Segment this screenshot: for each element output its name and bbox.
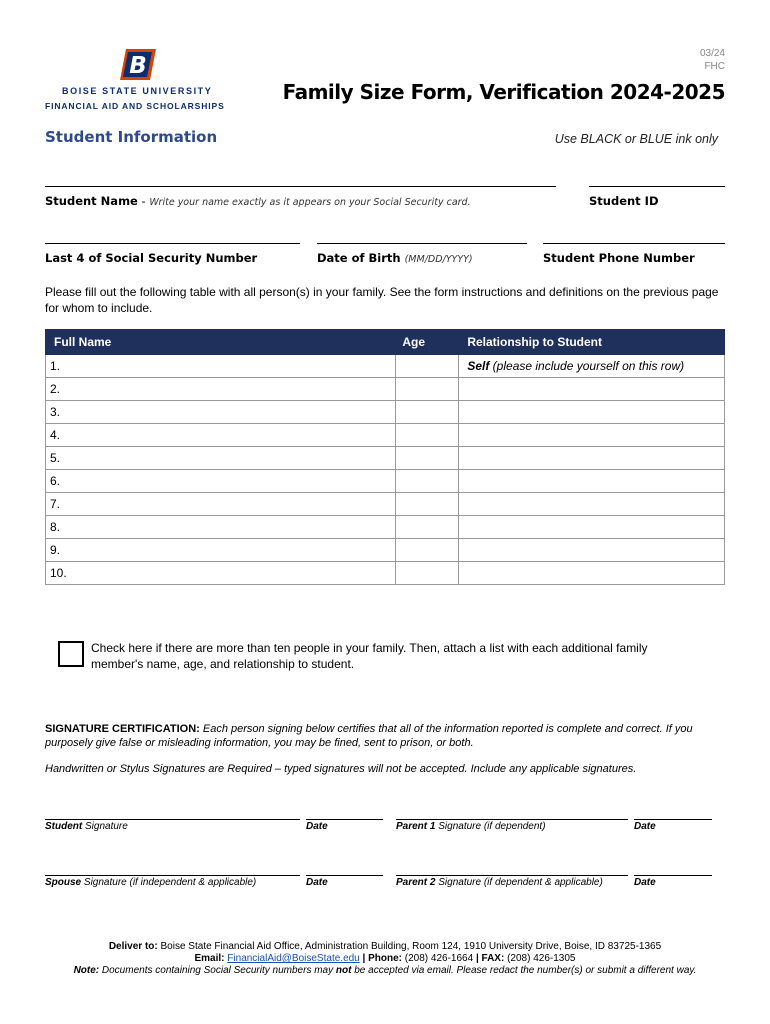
footer-contact: Email: FinancialAid@BoiseState.edu | Phone: (208) 426-1664 | FAX: (208) 426-1305	[194, 953, 576, 964]
spouse-signature-line[interactable]	[45, 875, 300, 876]
table-row	[46, 470, 725, 493]
row-number-name-cell[interactable]: 5.	[46, 447, 396, 470]
relationship-cell[interactable]	[459, 493, 725, 516]
age-cell[interactable]	[396, 562, 459, 585]
table-header-row	[46, 330, 725, 355]
dob-line[interactable]	[317, 243, 527, 244]
student-id-label: Student ID	[589, 194, 659, 208]
student-name-line[interactable]	[45, 186, 556, 187]
parent2-signature-line[interactable]	[396, 875, 628, 876]
relationship-cell[interactable]	[459, 470, 725, 493]
more-than-ten-checkbox[interactable]	[58, 641, 84, 667]
footer-deliver: Deliver to: Boise State Financial Aid Office, Administration Building, Room 124, 1910 University Drive, Boise, ID 83725-1365	[108, 941, 662, 952]
section-title: Student Information	[45, 128, 218, 146]
revision-date: 03/24	[699, 48, 725, 59]
spouse-signature-label: Spouse Signature (if independent & applicable)	[45, 877, 257, 888]
revision-code	[700, 47, 725, 73]
student-name-label: Student Name - Write your name exactly as it appears on your Social Security card.	[45, 194, 471, 208]
logo-office-name: FINANCIAL AID AND SCHOLARSHIPS	[45, 101, 225, 111]
checkbox-label: Check here if there are more than ten people in your family. Then, attach a list with each additional family member's name, age, and relationship to student.	[91, 641, 648, 671]
ssn-line[interactable]	[45, 243, 300, 244]
row-number-name-cell[interactable]: 7.	[46, 493, 396, 516]
student-date-label: Date	[306, 821, 328, 832]
student-date-line[interactable]	[306, 819, 383, 820]
page-title: Family Size Form, Verification 2024-2025	[282, 80, 725, 104]
family-table	[45, 329, 725, 585]
row-number-name-cell[interactable]: 9.	[46, 539, 396, 562]
row-number-name-cell[interactable]: 4.	[46, 424, 396, 447]
relationship-cell[interactable]	[459, 539, 725, 562]
row-number-name-cell[interactable]: 8.	[46, 516, 396, 539]
age-cell[interactable]	[396, 539, 459, 562]
relationship-cell[interactable]	[459, 447, 725, 470]
row-number-name-cell[interactable]: 3.	[46, 401, 396, 424]
age-cell[interactable]	[396, 424, 459, 447]
header-age: Age	[396, 330, 459, 355]
age-cell[interactable]	[396, 493, 459, 516]
phone-line[interactable]	[543, 243, 725, 244]
ink-note: Use BLACK or BLUE ink only	[554, 132, 718, 146]
parent2-signature-label: Parent 2 Signature (if dependent & applicable)	[396, 877, 603, 888]
table-row	[46, 562, 725, 585]
row-number-name-cell[interactable]: 6.	[46, 470, 396, 493]
age-cell[interactable]	[396, 516, 459, 539]
revision-form-code: FHC	[704, 61, 725, 72]
table-row	[46, 539, 725, 562]
footer	[40, 941, 730, 977]
student-signature-line[interactable]	[45, 819, 300, 820]
handwritten-note: Handwritten or Stylus Signatures are Required – typed signatures will not be accepted. Include any applicable signatures.	[45, 763, 637, 775]
table-row	[46, 447, 725, 470]
signature-certification: SIGNATURE CERTIFICATION: Each person signing below certifies that all of the information reported is complete and correct. If you purposely give false or misleading information, you may be fined, sent to prison, or both.	[45, 723, 693, 749]
table-row	[46, 493, 725, 516]
logo-university-name: BOISE STATE UNIVERSITY	[62, 86, 213, 96]
boise-state-logo-icon	[118, 48, 158, 81]
age-cell[interactable]	[396, 355, 459, 378]
parent1-signature-label: Parent 1 Signature (if dependent)	[396, 821, 546, 832]
table-row	[46, 424, 725, 447]
ssn-label: Last 4 of Social Security Number	[45, 251, 258, 265]
age-cell[interactable]	[396, 401, 459, 424]
age-cell[interactable]	[396, 447, 459, 470]
table-instructions: Please fill out the following table with all person(s) in your family. See the form instructions and definitions on the previous page for whom to include.	[45, 285, 719, 315]
table-row	[46, 378, 725, 401]
parent2-date-label: Date	[634, 877, 656, 888]
row-number-name-cell[interactable]: 2.	[46, 378, 396, 401]
parent2-date-line[interactable]	[634, 875, 712, 876]
student-signature-label: Student Signature	[45, 821, 128, 832]
header-full-name: Full Name	[46, 330, 396, 355]
footer-note: Note: Documents containing Social Security numbers may not be accepted via email. Please redact the number(s) or submit a different way.	[73, 965, 697, 976]
spouse-date-label: Date	[306, 877, 328, 888]
relationship-cell[interactable]: Self (please include yourself on this row)	[459, 355, 725, 378]
relationship-cell[interactable]	[459, 378, 725, 401]
relationship-cell[interactable]	[459, 516, 725, 539]
table-row	[46, 516, 725, 539]
header-relationship: Relationship to Student	[459, 330, 725, 355]
dob-label: Date of Birth (MM/DD/YYYY)	[317, 251, 473, 265]
student-name-hint: Write your name exactly as it appears on your Social Security card.	[149, 197, 471, 208]
relationship-cell[interactable]	[459, 424, 725, 447]
phone-label: Student Phone Number	[543, 251, 695, 265]
age-cell[interactable]	[396, 470, 459, 493]
age-cell[interactable]	[396, 378, 459, 401]
parent1-date-label: Date	[634, 821, 656, 832]
relationship-cell[interactable]	[459, 401, 725, 424]
table-row	[46, 401, 725, 424]
spouse-date-line[interactable]	[306, 875, 383, 876]
parent1-date-line[interactable]	[634, 819, 712, 820]
parent1-signature-line[interactable]	[396, 819, 628, 820]
table-row	[46, 355, 725, 378]
email-link[interactable]: FinancialAid@BoiseState.edu	[227, 953, 360, 964]
row-number-name-cell[interactable]: 10.	[46, 562, 396, 585]
student-id-line[interactable]	[589, 186, 725, 187]
relationship-cell[interactable]	[459, 562, 725, 585]
logo-letter: B	[129, 53, 147, 79]
row-number-name-cell[interactable]: 1.	[46, 355, 396, 378]
